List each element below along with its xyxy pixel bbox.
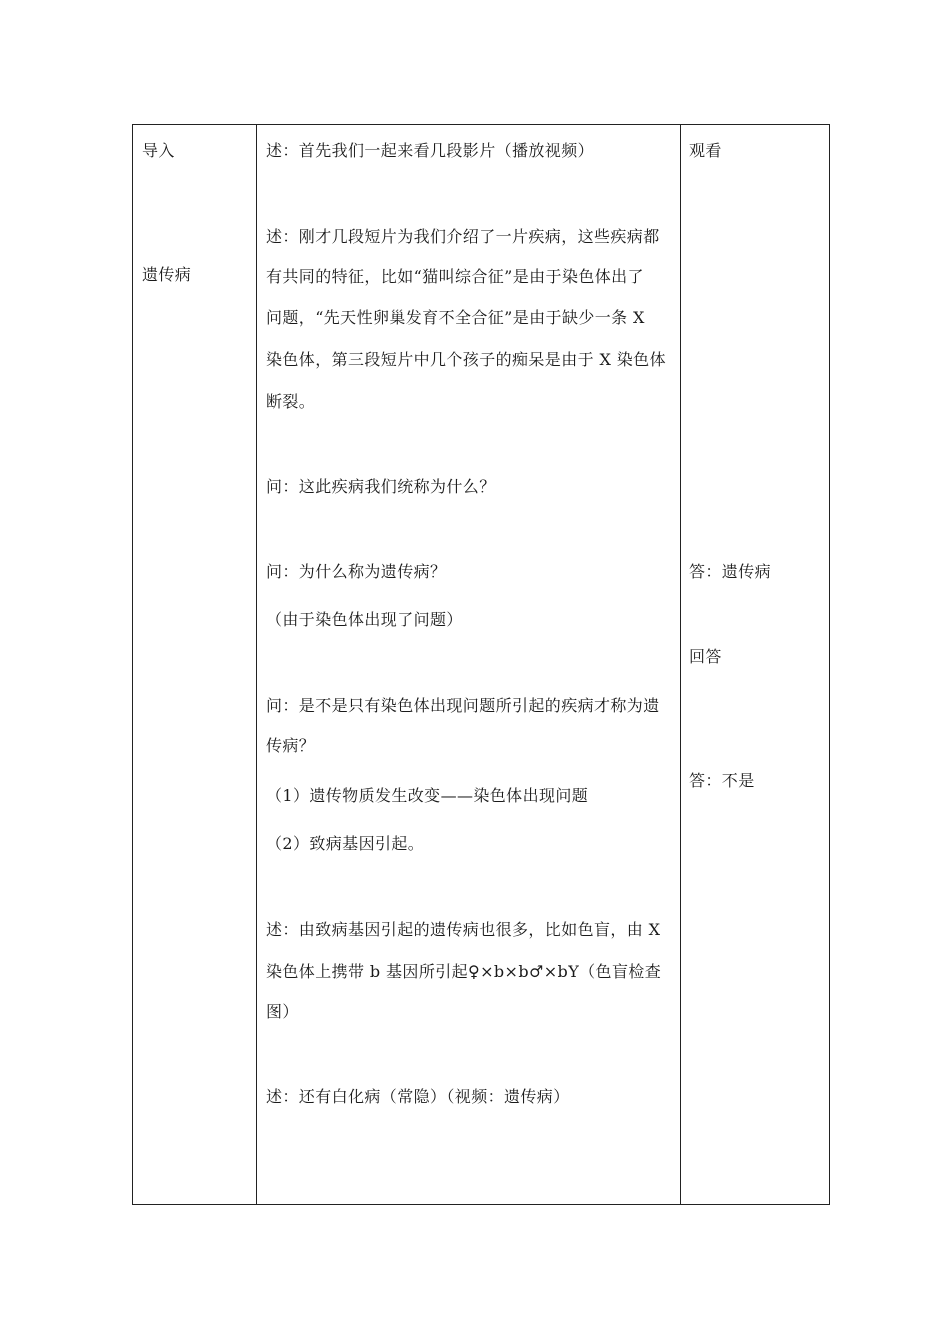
teacher-line: 染色体上携带 b 基因所引起♀×b×b♂×bY（色盲检查 — [266, 962, 662, 981]
teacher-line: 传病？ — [266, 736, 316, 755]
teacher-line: （1）遗传物质发生改变——染色体出现问题 — [266, 786, 589, 805]
section-label-intro: 导入 — [142, 141, 175, 160]
teacher-line: 述：刚才几段短片为我们介绍了一片疾病，这些疾病都 — [266, 227, 660, 246]
student-line: 答：不是 — [689, 771, 755, 790]
student-line: 答：遗传病 — [689, 562, 772, 581]
teacher-line: 有共同的特征，比如“猫叫综合征”是由于染色体出了 — [266, 267, 644, 286]
column-divider-2 — [680, 125, 681, 1204]
teacher-line: 问：是不是只有染色体出现问题所引起的疾病才称为遗 — [266, 696, 660, 715]
student-line: 回答 — [689, 647, 722, 666]
student-line: 观看 — [689, 141, 722, 160]
teacher-line: 问：为什么称为遗传病？ — [266, 562, 447, 581]
teacher-line: 断裂。 — [266, 392, 316, 411]
teacher-line: 图） — [266, 1002, 299, 1021]
teacher-line: 问：这此疾病我们统称为什么？ — [266, 477, 496, 496]
teacher-line: 述：还有白化病（常隐）（视频：遗传病） — [266, 1087, 570, 1106]
column-divider-1 — [256, 125, 257, 1204]
teacher-line: 述：首先我们一起来看几段影片（播放视频） — [266, 141, 595, 160]
teacher-line: 染色体，第三段短片中几个孩子的痴呆是由于 X 染色体 — [266, 350, 666, 369]
teacher-line: 问题，“先天性卵巢发育不全合征”是由于缺少一条 X — [266, 308, 645, 327]
teacher-line: （由于染色体出现了问题） — [266, 610, 463, 629]
section-label-genetic-disease: 遗传病 — [142, 265, 192, 284]
teacher-line: （2）致病基因引起。 — [266, 834, 425, 853]
teacher-line: 述：由致病基因引起的遗传病也很多，比如色盲，由 X — [266, 920, 661, 939]
